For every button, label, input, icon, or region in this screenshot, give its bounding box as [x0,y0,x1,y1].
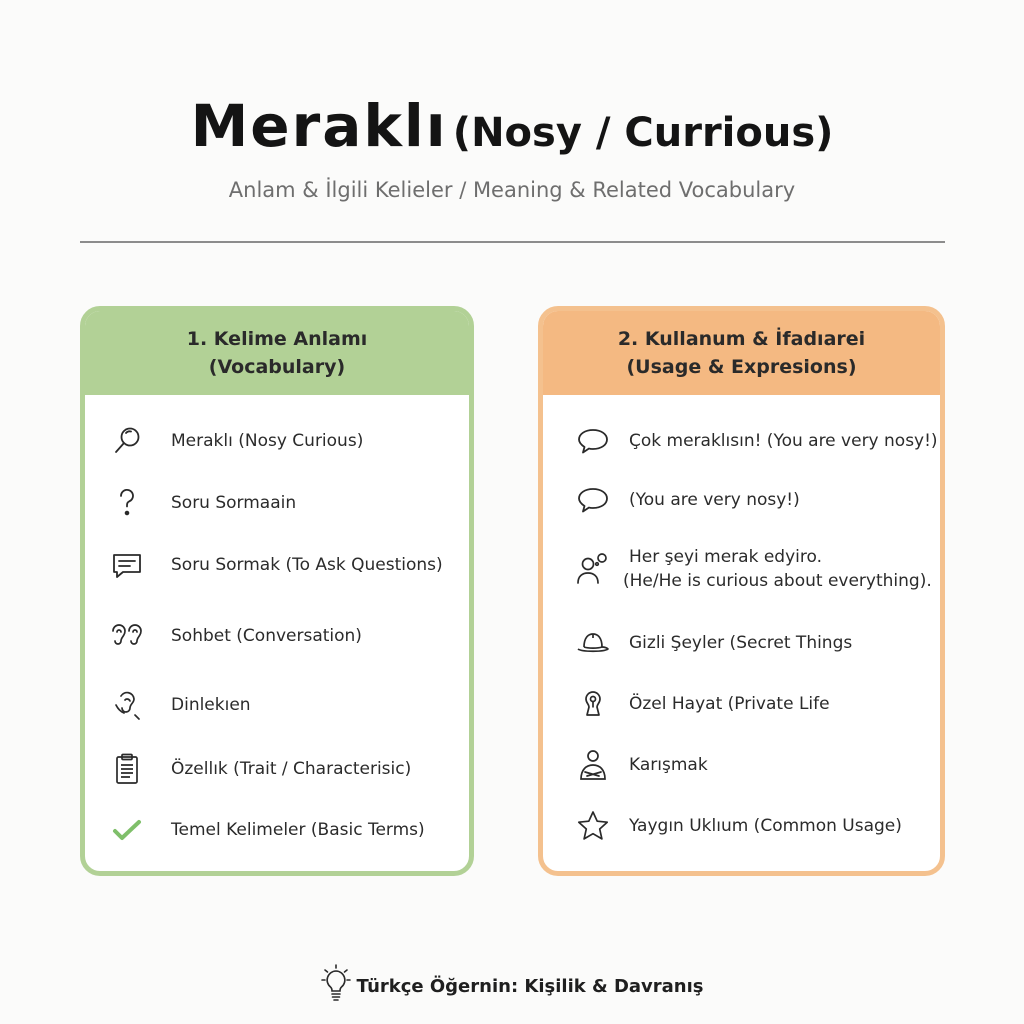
list-item-label: Çok meraklısın! (You are very nosy!) [629,431,938,451]
list-item [573,745,708,785]
magnifier-icon [107,421,147,461]
usage-card-header [543,311,940,395]
page-subtitle: Anlam & İlgili Kelieler / Meaning & Related Vocabulary [228,178,796,202]
list-item-label: (You are very nosy!) [629,490,800,510]
list-item [107,421,363,461]
keyhole-icon [573,684,613,724]
vocabulary-card-header [85,311,469,395]
list-item [107,810,425,850]
footer [0,962,1024,1011]
list-item [573,623,852,663]
list-item-label: Meraklı (Nosy Curious) [171,431,364,451]
usage-sentence: Her şeyi merak edyiro. [629,547,822,567]
header-divider [80,241,945,243]
list-item-label: Soru Sormak (To Ask Questions) [171,555,443,575]
star-icon [573,806,613,846]
person-arms-crossed-icon [573,745,613,785]
vocabulary-card [80,306,474,876]
list-item-label: Özel Hayat (Private Life [629,694,830,714]
list-item-label: Temel Kelimeler (Basic Terms) [171,820,425,840]
title-translation: (Nosy / Currious) [452,110,834,156]
list-item [107,616,362,656]
ears-icon [107,616,147,656]
list-item [107,545,443,585]
hat-icon [573,623,613,663]
clipboard-icon [107,749,147,789]
usage-card-title: 2. Kullanum & İfadıarei [617,328,866,350]
list-item-label: Sohbet (Conversation) [171,626,362,646]
list-item [573,806,902,846]
page-title [0,92,1024,160]
list-item [107,685,251,725]
footer-text: Türkçe Öğernin: Kişilik & Davranış [356,976,704,997]
usage-translation: (He/He is curious about everything). [623,571,932,591]
usage-card-subtitle: (Usage & Expresions) [626,356,857,378]
listening-ear-icon [107,685,147,725]
checkmark-icon [107,810,147,850]
thinking-person-icon [573,549,613,589]
message-bubble-icon [107,545,147,585]
vocabulary-card-title: 1. Kelime Anlamı [186,328,368,350]
speech-bubble-icon [573,421,613,461]
list-item-label: Dinlekıen [171,695,251,715]
title-word: Meraklı [190,92,448,160]
list-item [573,545,932,593]
list-item-label: Soru Sormaain [171,493,297,513]
list-item-label: Özellık (Trait / Characterisic) [171,759,412,779]
list-item [107,749,411,789]
list-item [107,483,296,523]
list-item [573,684,830,724]
vocabulary-card-subtitle: (Vocabulary) [208,356,346,378]
list-item-label [623,545,932,593]
list-item [573,480,800,520]
list-item [573,421,938,461]
speech-bubble-icon [573,480,613,520]
list-item-label: Yaygın Uklıum (Common Usage) [629,816,902,836]
lightbulb-icon [321,962,357,1011]
list-item-label: Gizli Şeyler (Secret Things [629,633,853,653]
usage-card [538,306,945,876]
question-mark-icon [107,483,147,523]
list-item-label: Karışmak [629,755,708,775]
